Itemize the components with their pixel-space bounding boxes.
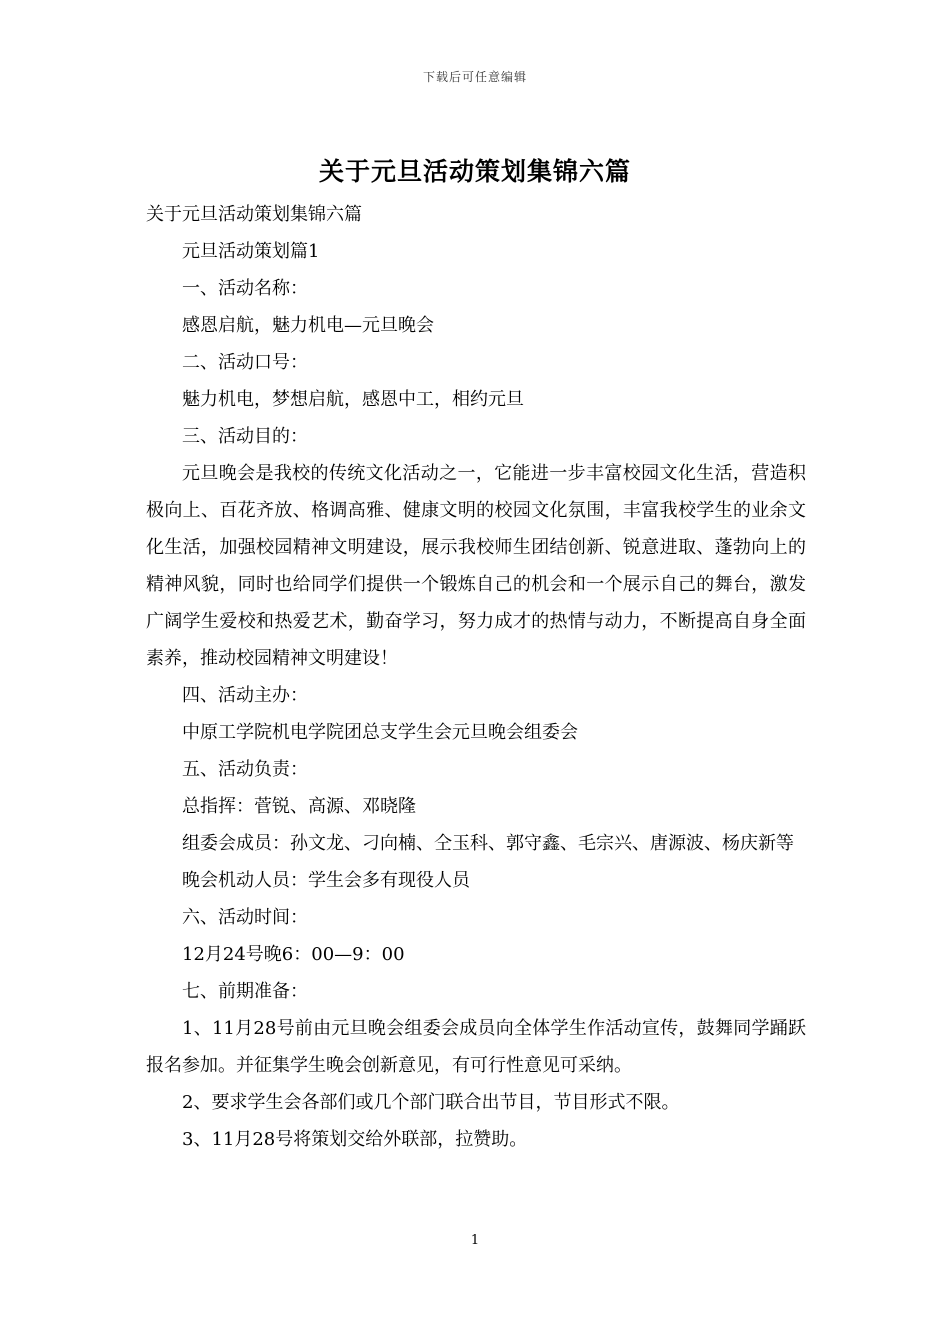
section-heading: 五、活动负责： xyxy=(182,759,308,780)
section-heading: 三、活动目的： xyxy=(182,426,308,447)
document-body xyxy=(146,196,806,1158)
paragraph: 元旦活动策划篇1 xyxy=(182,241,320,262)
paragraph: 组委会成员：孙文龙、刁向楠、仝玉科、郭守鑫、毛宗兴、唐源波、杨庆新等 xyxy=(182,833,794,854)
paragraph: 12月24号晚6：00—9：00 xyxy=(182,944,405,965)
section-heading: 四、活动主办： xyxy=(182,685,308,706)
document-title: 关于元旦活动策划集锦六篇 xyxy=(318,157,631,186)
header-note: 下载后可任意编辑 xyxy=(422,70,527,84)
paragraph: 元旦晚会是我校的传统文化活动之一，它能进一步丰富校园文化生活，营造积极向上、百花齐放、格调高雅、健康文明的校园文化氛围，丰富我校学生的业余文化生活，加强校园精神文明建设，展示我校师生团结创新、锐意进取、蓬勃向上的精神风貌，同时也给同学们提供一个锻炼自己的机会和一个展示自己的舞台，激发广阔学生爱校和热爱艺术，勤奋学习，努力成才的热情与动力，不断提高自身全面素养，推动校园精神文明建设！ xyxy=(146,463,806,669)
paragraph: 2、要求学生会各部们或几个部门联合出节目，节目形式不限。 xyxy=(182,1092,680,1113)
paragraph: 总指挥：菅锐、高源、邓晓隆 xyxy=(182,796,416,817)
paragraph: 晚会机动人员：学生会多有现役人员 xyxy=(182,870,470,891)
section-heading: 六、活动时间： xyxy=(182,907,308,928)
paragraph: 3、11月28号将策划交给外联部，拉赞助。 xyxy=(182,1129,528,1150)
section-heading: 七、前期准备： xyxy=(182,981,308,1002)
paragraph: 感恩启航，魅力机电—元旦晚会 xyxy=(182,315,434,336)
paragraph: 中原工学院机电学院团总支学生会元旦晚会组委会 xyxy=(182,722,578,743)
page-number: 1 xyxy=(470,1233,480,1248)
paragraph: 关于元旦活动策划集锦六篇 xyxy=(146,204,362,225)
paragraph: 1、11月28号前由元旦晚会组委会成员向全体学生作活动宣传，鼓舞同学踊跃报名参加。并征集学生晚会创新意见，有可行性意见可采纳。 xyxy=(146,1018,806,1076)
section-heading: 一、活动名称： xyxy=(182,278,308,299)
paragraph: 魅力机电，梦想启航，感恩中工，相约元旦 xyxy=(182,389,524,410)
section-heading: 二、活动口号： xyxy=(182,352,308,373)
